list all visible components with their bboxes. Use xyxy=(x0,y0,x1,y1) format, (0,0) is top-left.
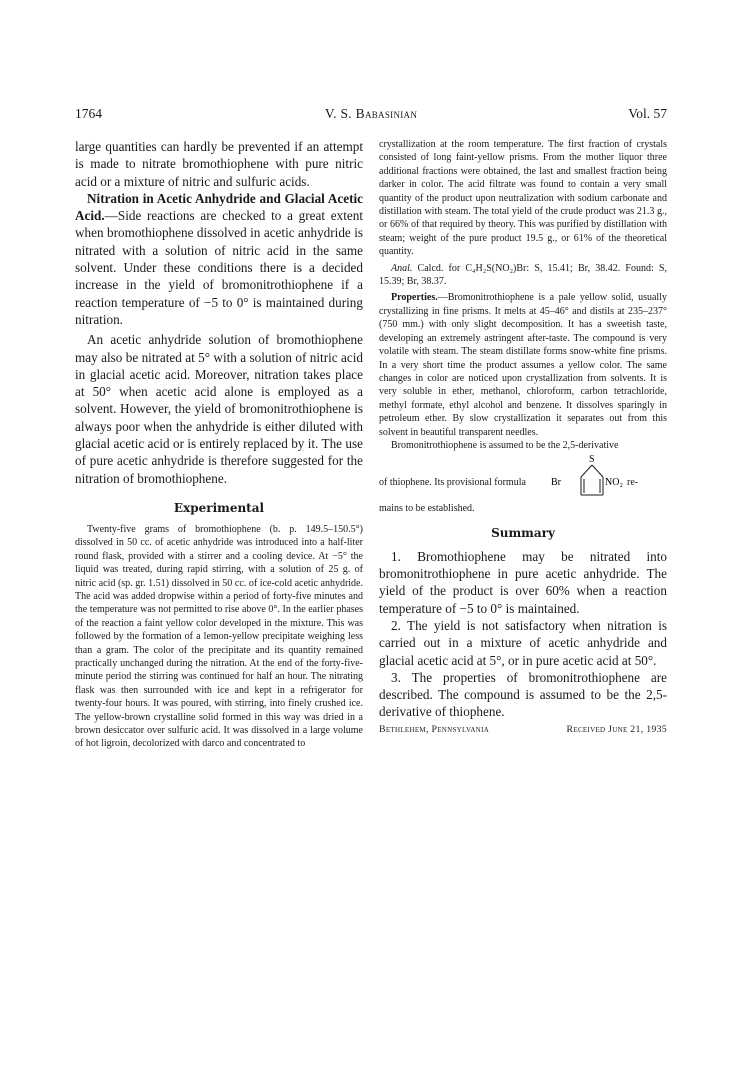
nitration-section-title: Nitration in Acetic Anhydride and Glacial Acetic Acid. xyxy=(75,190,363,224)
formula-sulfur-label: S xyxy=(589,454,595,466)
properties-paragraph xyxy=(379,291,667,438)
derivative-assumption: Bromonitrothiophene is assumed to be the 2,5-derivative xyxy=(391,439,619,451)
formula-line xyxy=(379,452,667,498)
running-author: V. S. Babasinian xyxy=(324,106,418,121)
formula-bromo-label: Br xyxy=(551,477,561,489)
received-date: Received June 21, 1935 xyxy=(566,723,667,735)
summary-item-1: 1. Bromothiophene may be nitrated into bromonitrothiophene in pure acetic anhydride. The yield of the product is over 60% when a reaction temperature of −5 to 0° is maintained. xyxy=(379,548,667,616)
article-footer xyxy=(379,723,667,736)
thiophene-ring-bonds xyxy=(581,465,603,495)
experimental-paragraph: Twenty-five grams of bromothiophene (b. p. 149.5–150.5°) dissolved in 50 cc. of acetic anhydride was introduced into a half-liter round flask, provided with a stirrer and a cooling device. At −5° the liquid was treated, during rapid stirring, with a solution of 25 g. of nitric acid (sp. gr. 1.51) dissolved in 50 cc. of ice-cold acetic anhydride. The acid was added dropwise within a period of forty-five minutes and the temperature was not permitted to rise above 0°. In the earlier phases of the reaction a faint yellow color developed in the mixture. This was followed by the formation of a lemon-yellow precipitate weighing less than a gram. The color of the precipitate and its quantity remained practically unchanged during the nitration. At the end of the forty-five-minute period the stirring was continued for half an hour. The nitrating flask was then surrounded with ice and kept in a refrigerator for twenty-four hours. It was poured, with stirring, into finely crushed ice. The yellow-brown crystalline solid formed in this way was dried in a brown desiccator over sulfuric acid. It was dissolved in a large volume of hot ligroin, decolorized with darco and concentrated to xyxy=(75,523,363,750)
properties-title: Properties. xyxy=(391,292,438,304)
right-column xyxy=(379,138,667,736)
analysis-line xyxy=(379,262,667,289)
left-column xyxy=(75,138,363,751)
formula-suffix-text: re- xyxy=(627,477,639,489)
summary-item-3: 3. The properties of bromonitrothiophene are described. The compound is assumed to be the 2,5-derivative of thiophene. xyxy=(379,669,667,720)
formula-continuation: mains to be established. xyxy=(379,503,475,515)
author-location: Bethlehem, Pennsylvania xyxy=(379,723,490,735)
analysis-values: Calcd. for C₄H₂S(NO₂)Br: S, 15.41; Br, 38.42. Found: S, 15.39; Br, 38.37. xyxy=(379,262,667,288)
nitration-section-body: —Side reactions are checked to a great extent when bromothiophene dissolved in acetic anhydride is nitrated with a solution of nitric acid in the same solvent. Under these conditions there is a decided increase in the yield of bromonitrothiophene if a reaction temperature of −5 to 0° is maintained during nitration. xyxy=(75,208,363,327)
running-header xyxy=(75,106,667,126)
left-paragraph-3: An acetic anhydride solution of bromothiophene may also be nitrated at 5° with a solution of nitric acid in glacial acetic acid. Moreover, nitration takes place at 50° when acetic acid alone is employed as a solvent. However, the yield of bromonitrothiophene is always poor when the anhydride is either diluted with glacial acetic acid or is entirely replaced by it. The use of pure acetic anhydride is therefore suggested for the nitration of bromothiophene. xyxy=(75,332,363,486)
experimental-heading: Experimental xyxy=(173,500,265,515)
properties-body: —Bromonitrothiophene is a pale yellow solid, usually crystallizing in fine prisms. It melts at 45–46° and distils at 235–237° (750 mm.) with only slight decomposition. It has a sweetish taste, developing an extremely astringent after-taste. The compound is very volatile with steam. The steam distillate forms snow-white fine prisms. In a very short time the product assumes a yellow color. The same changes in color are noticed upon crystallization from solvents. It is very soluble in ether, methanol, chloroform, carbon tetrachloride, methyl formate, ethyl alcohol and benzene. It dissolves sparingly in petroleum ether. By slow crystallization it separates out from this solvent in beautiful transparent needles. xyxy=(379,292,667,438)
nitration-section xyxy=(75,190,363,328)
thiophene-structure xyxy=(551,452,631,498)
summary-item-2: 2. The yield is not satisfactory when nitration is carried out in a mixture of acetic anhydride and glacial acetic acid at 5°, or in pure acetic acid at 50°. xyxy=(379,617,667,668)
thiophene-ring-diagram xyxy=(551,452,631,498)
volume-number: Vol. 57 xyxy=(628,106,667,121)
formula-prefix-text: of thiophene. Its provisional formula xyxy=(379,477,526,489)
summary-heading: Summary xyxy=(491,525,555,540)
formula-nitro-label: NO₂ xyxy=(605,477,623,489)
analysis-label: Anal. xyxy=(391,262,413,274)
crystallization-paragraph: crystallization at the room temperature. The first fraction of crystals consisted of long faint-yellow prisms. From the mother liquor three additional fractions were obtained, the last and smallest fraction being darker in color. The acid filtrate was found to contain a very small quantity of the product upon neutralization with sodium carbonate and distillation with steam. The total yield of the crude product was 21.3 g., or 66% of that required by theory. This was purified by distillation with steam; weight of the pure product 19.5 g., or 61% of the theoretical quantity. xyxy=(379,139,667,258)
page-number: 1764 xyxy=(75,106,102,121)
left-paragraph-1: large quantities can hardly be prevented if an attempt is made to nitrate bromothiophene with pure nitric acid or a mixture of nitric and sulfuric acids. xyxy=(75,139,363,189)
